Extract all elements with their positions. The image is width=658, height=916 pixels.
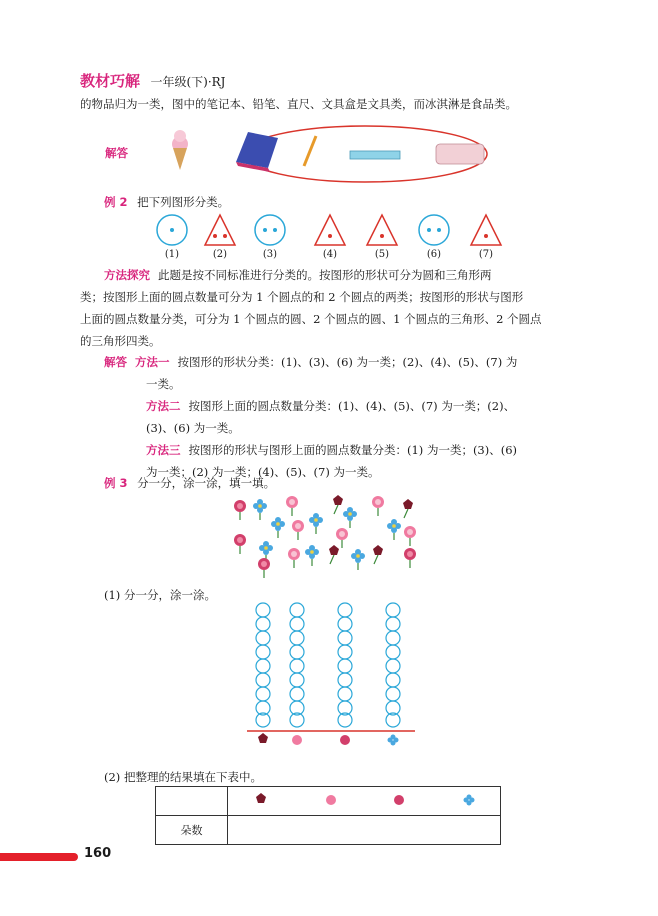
- shape-1-circle-one-dot: [157, 215, 187, 245]
- method2-text-b: (3)、(6) 为一类。: [146, 421, 240, 435]
- pink-rose-icon: [292, 520, 304, 540]
- column-3-circles: [338, 603, 352, 727]
- blue-flower-icon: [388, 735, 399, 746]
- table-answer-cell[interactable]: [228, 816, 501, 845]
- blue-flower-icon: [464, 794, 475, 805]
- shape-2-triangle-two-dots: [205, 215, 235, 245]
- pencil-icon: [304, 136, 316, 166]
- example2-label: 例 2: [104, 195, 128, 209]
- pink-rose-icon: [292, 735, 302, 745]
- blue-flower-icon: [387, 519, 401, 540]
- step2-label: (2) 把整理的结果填在下表中。: [104, 770, 262, 784]
- example3-label: 例 3: [104, 476, 128, 490]
- shape-label-6: (6): [426, 249, 442, 260]
- rose-icon: [404, 548, 416, 568]
- shape-label-1: (1): [164, 249, 180, 260]
- pink-rose-icon: [288, 548, 300, 568]
- method2-text-a: 按图形上面的圆点数量分类：(1)、(4)、(5)、(7) 为一类；(2)、: [188, 399, 516, 413]
- column-1-circles: [256, 603, 270, 727]
- answer-label-1: 解答: [105, 146, 128, 160]
- pencil-box-icon: [436, 144, 484, 164]
- column-4-circles: [386, 603, 400, 727]
- method2-label: 方法二: [146, 399, 181, 413]
- shape-label-2: (2): [212, 249, 228, 260]
- example3-heading: [104, 472, 275, 494]
- blue-flower-icon: [343, 507, 357, 528]
- dark-rose-icon: [256, 793, 266, 803]
- result-table: [155, 786, 501, 845]
- dark-rose-icon: [333, 495, 343, 514]
- table-flower-icons: [229, 789, 499, 811]
- method3-text-b: 为一类；(2) 为一类；(4)、(5)、(7) 为一类。: [146, 465, 380, 479]
- rose-icon: [258, 558, 270, 578]
- example2-prompt: 把下列图形分类。: [137, 195, 230, 209]
- answer-label-2: 解答: [104, 355, 127, 369]
- pink-rose-icon: [286, 496, 298, 516]
- rose-icon: [234, 534, 246, 554]
- grade-label: 一年级(下)·RJ: [150, 75, 226, 89]
- shape-label-7: (7): [478, 249, 494, 260]
- stationery-illustration: [160, 120, 500, 190]
- pink-rose-icon: [326, 795, 336, 805]
- method-text-line-4: 的三角形四类。: [80, 334, 161, 348]
- dark-rose-icon: [258, 733, 268, 743]
- dark-rose-icon: [403, 499, 413, 518]
- shape-label-3: (3): [262, 249, 278, 260]
- method-exploration-title: 方法探究: [104, 268, 150, 282]
- blue-flower-icon: [309, 513, 323, 534]
- flower-field: [230, 492, 420, 578]
- shape-label-4: (4): [322, 249, 338, 260]
- column-2-circles: [290, 603, 304, 727]
- method1-text-b: 一类。: [146, 377, 181, 391]
- blue-flower-icon: [305, 545, 319, 566]
- shapes-row: [150, 210, 510, 250]
- shape-7-triangle-one-dot: [471, 215, 501, 245]
- shape-label-5: (5): [374, 249, 390, 260]
- ruler-icon: [350, 151, 400, 159]
- notebook-icon: [236, 132, 278, 172]
- page-header: [80, 70, 226, 91]
- dark-rose-icon: [373, 545, 383, 564]
- shape-5-triangle-one-dot: [367, 215, 397, 245]
- rose-icon: [394, 795, 404, 805]
- shape-6-circle-two-dots: [419, 215, 449, 245]
- pink-rose-icon: [372, 496, 384, 516]
- table-header-empty: [156, 787, 228, 816]
- table-header-flowers: [228, 787, 501, 816]
- method-text-line-2: 类；按图形上面的圆点数量可分为 1 个圆点的和 2 个圆点的两类；按图形的形状与图形: [80, 290, 524, 304]
- footer-bar: [0, 853, 78, 861]
- method-text-line-3: 上面的圆点数量分类，可分为 1 个圆点的圆、2 个圆点的圆、1 个圆点的三角形、2 个圆点: [80, 312, 542, 326]
- shape-4-triangle-one-dot: [315, 215, 345, 245]
- rose-icon: [340, 735, 350, 745]
- book-brand: 教材巧解: [80, 72, 141, 90]
- blue-flower-icon: [253, 499, 267, 520]
- dark-rose-icon: [329, 545, 339, 564]
- blue-flower-icon: [271, 517, 285, 538]
- step1-label: (1) 分一分，涂一涂。: [104, 588, 216, 602]
- shape-3-circle-two-dots: [255, 215, 285, 245]
- ice-cream-icon: [172, 130, 188, 170]
- method-text-line-1: 此题是按不同标准进行分类的。按图形的形状可分为圆和三角形两: [158, 268, 492, 282]
- coloring-grid: [245, 600, 420, 750]
- pink-rose-icon: [336, 528, 348, 548]
- blue-flower-icon: [351, 549, 365, 570]
- method-exploration: [80, 264, 600, 352]
- pink-rose-icon: [404, 526, 416, 546]
- example2-answer: [104, 351, 604, 483]
- method1-text-a: 按图形的形状分类：(1)、(3)、(6) 为一类；(2)、(4)、(5)、(7) 为: [177, 355, 518, 369]
- example3-prompt: 分一分，涂一涂，填一填。: [137, 476, 276, 490]
- method3-text-a: 按图形的形状与图形上面的圆点数量分类：(1) 为一类；(3)、(6): [188, 443, 518, 457]
- method3-label: 方法三: [146, 443, 181, 457]
- rose-icon: [234, 500, 246, 520]
- table-row-label: 朵数: [156, 816, 228, 845]
- intro-line: 的物品归为一类，图中的笔记本、铅笔、直尺、文具盒是文具类，而冰淇淋是食品类。: [80, 97, 517, 111]
- page-number: 160: [84, 846, 112, 861]
- method1-label: 方法一: [135, 355, 170, 369]
